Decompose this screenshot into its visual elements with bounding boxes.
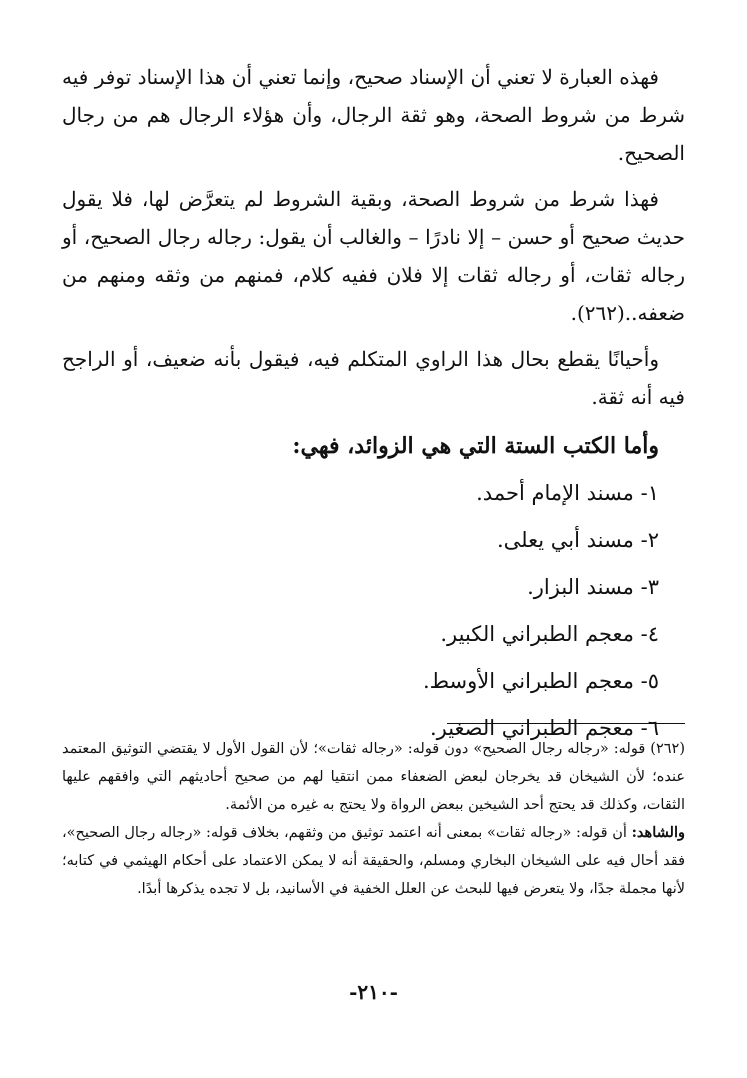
paragraph-3: وأحيانًا يقطع بحال هذا الراوي المتكلم فيه، فيقول بأنه ضعيف، أو الراجح فيه أنه ثقة. bbox=[62, 347, 685, 409]
list-item: ٢- مسند أبي يعلى. bbox=[496, 528, 659, 552]
footnote-lead: والشاهد: bbox=[631, 824, 685, 841]
list-item: ١- مسند الإمام أحمد. bbox=[476, 481, 659, 505]
list-item: ٥- معجم الطبراني الأوسط. bbox=[422, 669, 659, 693]
section-heading: وأما الكتب الستة التي هي الزوائد، فهي: bbox=[292, 433, 659, 459]
footnote-continuation bbox=[62, 819, 685, 903]
paragraph-2: فهذا شرط من شروط الصحة، وبقية الشروط لم يتعرَّض لها، فلا يقول حديث صحيح أو حسن – إلا نادرًا – والغالب أن يقول: رجاله رجال الصحيح، أو رجاله ثقات، أو رجاله ثقات إلا فلان ففيه كلام، فمنهم من وثقه ومنهم من ضعفه..(٢٦٢). bbox=[62, 187, 685, 325]
page-number: -٢١٠- bbox=[349, 980, 398, 1004]
books-list bbox=[62, 470, 685, 752]
footnote-continuation-text: أن قوله: «رجاله ثقات» بمعنى أنه اعتمد توثيق من وثقهم، بخلاف قوله: «رجاله رجال الصحيح»، فقد أحال فيه على الشيخان البخاري ومسلم، والحقيقة أنه لا يمكن الاعتماد على أحكام الهيثمي في كتابه؛ لأنها مجملة جدًا، ولا يتعرض فيها للبحث عن العلل الخفية في الأسانيد، بل لا تجده يذكرها أبدًا. bbox=[62, 825, 685, 897]
footnotes bbox=[62, 735, 685, 903]
footnote-262: (٢٦٢) قوله: «رجاله رجال الصحيح» دون قوله: «رجاله ثقات»؛ لأن القول الأول لا يقتضي التوثيق المعتمد عنده؛ لأن الشيخان قد يخرجان لبعض الضعفاء ممن انتقيا لهم من صحيح أحاديثهم التي وافقهم عليها الثقات، وكذلك قد يحتج أحد الشيخين ببعض الرواة ولا يحتج به غيره من الأئمة. bbox=[62, 741, 685, 813]
list-item: ٤- معجم الطبراني الكبير. bbox=[440, 622, 659, 646]
main-text bbox=[62, 58, 685, 752]
paragraph-1: فهذه العبارة لا تعني أن الإسناد صحيح، وإنما تعني أن هذا الإسناد توفر فيه شرط من شروط الصحة، وهو ثقة الرجال، وأن هؤلاء الرجال هم من رجال الصحيح. bbox=[62, 65, 685, 165]
footnote-divider bbox=[447, 723, 685, 724]
list-item: ٦- معجم الطبراني الصغير. bbox=[429, 716, 659, 740]
list-item: ٣- مسند البزار. bbox=[527, 575, 659, 599]
